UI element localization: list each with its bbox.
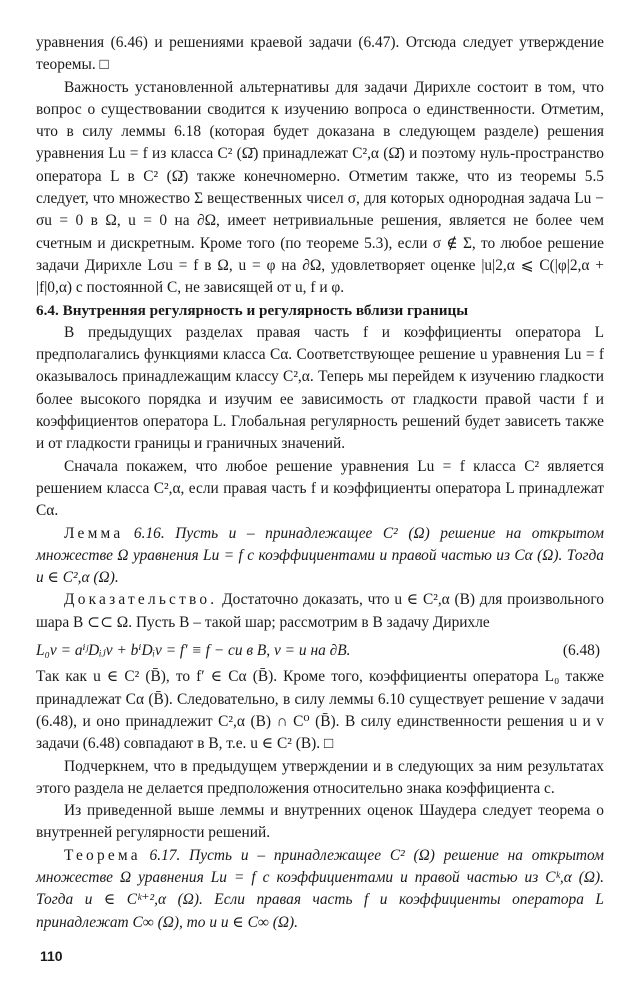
paragraph-6: Подчеркнем, что в предыдущем утверждении и в следующих за ним результатах этого раздела не делается предположения относительно знака коэффициента c.	[36, 757, 604, 797]
section-heading: 6.4. Внутренняя регулярность и регулярность вблизи границы	[36, 301, 469, 319]
paragraph-1: уравнения (6.46) и решениями краевой задачи (6.47). Отсюда следует утверждение теоремы. □	[36, 34, 604, 74]
proof-label: Доказательство.	[64, 591, 218, 609]
page-number: 110	[40, 948, 63, 964]
lemma-6-16	[36, 523, 604, 590]
paragraph-5: Так как u ∈ C² (B̄), то f′ ∈ Cα (B̄). Кроме того, коэффициенты оператора L₀ также принадлежат Cα (B̄). Следовательно, в силу леммы 6.10 существует решение v задачи (6.48), и оно принадлежит C²,α (B) ∩ C⁰ (B̄). В силу единственности решения u и v задачи (6.48) совпадают в B, т.е. u ∈ C² (B). □	[36, 668, 604, 753]
lemma-label: Лемма	[64, 524, 124, 542]
proof-text: Достаточно доказать, что u ∈ C²,α (B) для произвольного шара B ⊂⊂ Ω. Пусть B – такой шар; рассмотрим в B задачу Дирихле	[36, 591, 604, 631]
lemma-text: 6.16. Пусть u – принадлежащее C² (Ω) решение на открытом множестве Ω уравнения Lu = f с коэффициентами и правой частью из Cα (Ω). Тогда u ∈ C²,α (Ω).	[36, 524, 604, 587]
equation-number: (6.48)	[562, 642, 600, 660]
equation-body: L₀v = aⁱʲDᵢⱼv + bⁱDᵢv = f′ ≡ f − cu в B, v = u на ∂B.	[36, 642, 351, 660]
page-body	[36, 32, 604, 934]
paragraph-2: Важность установленной альтернативы для задачи Дирихле состоит в том, что вопрос о существовании сводится к изучению вопроса о единственности. Отметим, что в силу леммы 6.18 (которая будет доказана в следующем разделе) решения уравнения Lu = f из класса C² (Ω̄) принадлежат C²,α (Ω̄) и поэтому нуль-пространство оператора L в C² (Ω̄) также конечномерно. Отметим также, что из теоремы 5.5 следует, что множество Σ вещественных чисел σ, для которых однородная задача Lu − σu = 0 в Ω, u = 0 на ∂Ω, имеет нетривиальные решения, является не более чем счетным и дискретным. Кроме того (по теореме 5.3), если σ ∉ Σ, то любое решение задачи Дирихле Lσu = f в Ω, u = φ на ∂Ω, удовлетворяет оценке |u|2,α ⩽ C(|φ|2,α + |f|0,α) с постоянной C, не зависящей от u, f и φ.	[36, 78, 604, 297]
paragraph-4: Сначала покажем, что любое решение уравнения Lu = f класса C² является решением класса C²,α, если правая часть f и коэффициенты оператора L принадлежат Cα.	[36, 457, 604, 520]
proof	[36, 589, 604, 634]
theorem-label: Теорема	[64, 846, 141, 864]
paragraph-7: Из приведенной выше леммы и внутренних оценок Шаудера следует теорема о внутренней регулярности решений.	[36, 802, 604, 842]
theorem-text: 6.17. Пусть u – принадлежащее C² (Ω) решение на открытом множестве Ω уравнения Lu = f с коэффициентами и правой частью из Cᵏ,α (Ω). Тогда u ∈ Cᵏ⁺²,α (Ω). Если правая часть f и коэффициенты оператора L принадлежат C∞ (Ω), то и u ∈ C∞ (Ω).	[36, 846, 604, 931]
theorem-6-17	[36, 845, 604, 934]
paragraph-3: В предыдущих разделах правая часть f и коэффициенты оператора L предполагались функциями класса Cα. Соответствующее решение u уравнения Lu = f оказывалось принадлежащим классу C²,α. Теперь мы перейдем к изучению гладкости более высокого порядка и изучим ее зависимость от гладкости правой части f и коэффициентов оператора L. Глобальная регулярность решений будет зависеть также и от гладкости границы и граничных значений.	[36, 323, 604, 453]
equation-6-48	[36, 640, 604, 662]
